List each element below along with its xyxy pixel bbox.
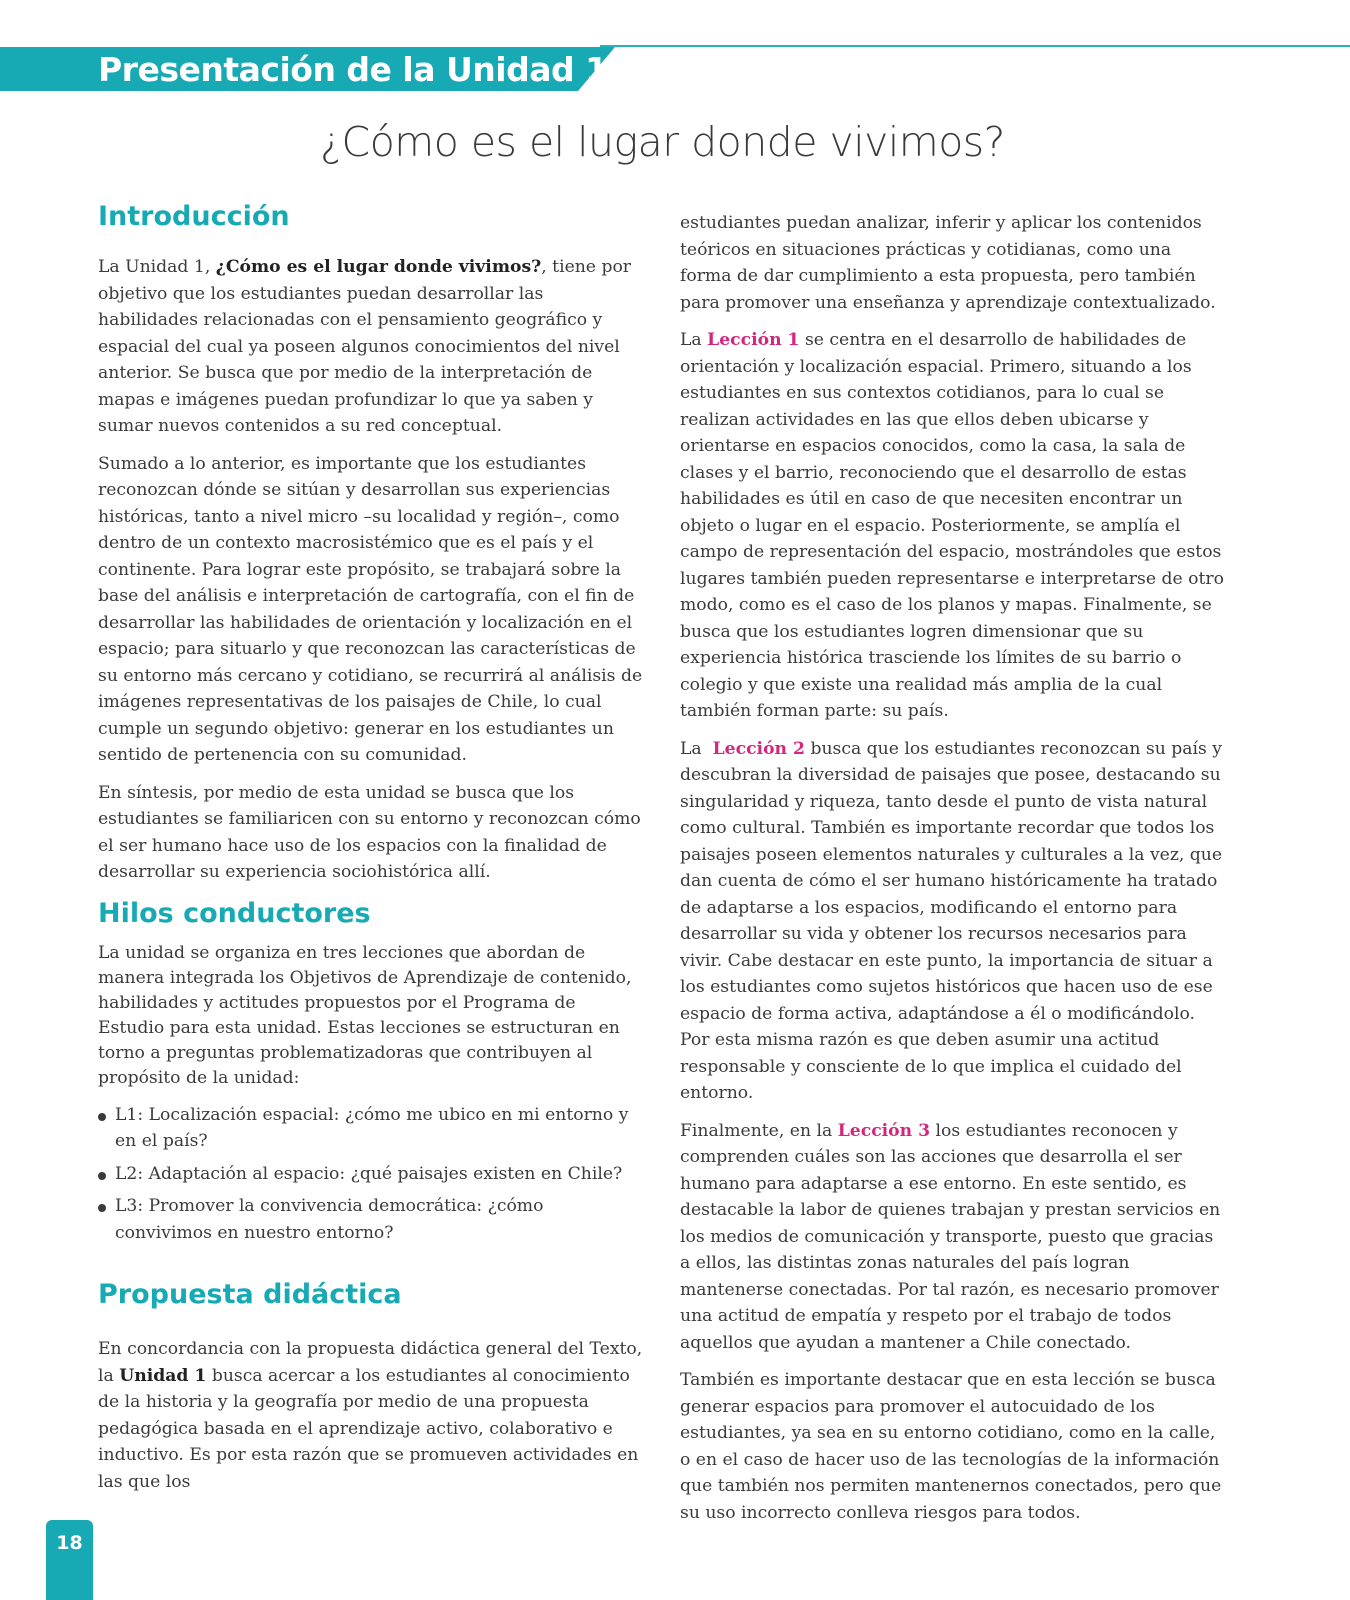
right-paragraph-5: También es importante destacar que en esta lección se busca generar espacios para promover el autocuidado de los estudiantes, ya sea en su entorno cotidiano, como en la calle, o en el caso de hacer uso de las tecnologías de la información que también nos permiten mantenernos conectados, pero que su uso incorrecto conlleva riesgos para todos. [680, 1370, 1222, 1523]
list-item-text: L2: Adaptación al espacio: ¿qué paisajes existen en Chile? [115, 1163, 623, 1184]
text-run: La Unidad 1, [98, 257, 216, 277]
propuesta-heading: Propuesta didáctica [98, 1279, 402, 1310]
text-run: los estudiantes reconocen y comprenden cuáles son las acciones que desarrolla el ser humano para adaptarse a ese entorno. En este sentido, es destacable la labor de quienes trabajan y prestan servicios en los medios de comunicación y transporte, puesto que gracias a ellos, las distintas zonas naturales del país logran mantenerse conectadas. Por tal razón, es necesario promover una actitud de empatía y respeto por el trabajo de todos aquellos que ayudan a mantener a Chile conectado. [680, 1120, 1221, 1353]
list-item [98, 1161, 645, 1188]
list-item [98, 1193, 645, 1246]
text-run: se centra en el desarrollo de habilidades de orientación y localización espacial. Primero, situando a los estudiantes en sus contextos cotidianos, para lo cual se realizan actividades en las que ellos deben ubicarse y orientarse en espacios conocidos, como la casa, la sala de clases y el barrio, reconociendo que el desarrollo de estas habilidades es útil en caso de que necesiten encontrar un objeto o lugar en el espacio. Posteriormente, se amplía el campo de representación del espacio, mostrándoles que estos lugares también pueden representarse e interpretarse de otro modo, como es el caso de los planos y mapas. Finalmente, se busca que los estudiantes logren dimensionar que su experiencia histórica trasciende los límites de su barrio o colegio y que existe una realidad más amplia de la cual también forman parte: su país. [680, 330, 1224, 721]
right-paragraph-1: estudiantes puedan analizar, inferir y aplicar los contenidos teóricos en situaciones prácticas y cotidianas, como una forma de dar cumplimiento a esta propuesta, pero también para promover una enseñanza y aprendizaje contextualizado. [680, 213, 1216, 313]
header-rule [600, 45, 1350, 47]
left-column [98, 200, 645, 1506]
unit-title: Presentación de la Unidad 1 [98, 50, 608, 89]
lesson-2-label: Lección 2 [712, 738, 805, 759]
lesson-2-paragraph [680, 736, 1225, 1107]
bullet-icon [98, 1113, 106, 1121]
text-run: busca que los estudiantes reconozcan su país y descubran la diversidad de paisajes que posee, destacando su singularidad y riqueza, tanto desde el punto de vista natural como cultural. También es importante recordar que todos los paisajes poseen elementos naturales y culturales a la vez, que dan cuenta de cómo el ser humano históricamente ha tratado de adaptarse a los espacios, modificando el entorno para desarrollar su vida y obtener los recursos necesarios para vivir. Cabe destacar en este punto, la importancia de situar a los estudiantes como sujetos históricos que hacen uso de ese espacio de forma activa, adaptándose a él o modificándolo. Por esta misma razón es que deben asumir una actitud responsable y consciente de lo que implica el cuidado del entorno. [680, 738, 1223, 1103]
hilos-paragraph: La unidad se organiza en tres lecciones que abordan de manera integrada los Objetivos de Aprendizaje de contenido, habilidades y actitudes propuestos por el Programa de Estudio para esta unidad. Estas lecciones se estructuran en torno a preguntas problematizadoras que contribuyen al propósito de la unidad: [98, 942, 632, 1088]
page-title: ¿Cómo es el lugar donde vivimos? [320, 118, 1005, 166]
lesson-1-label: Lección 1 [707, 330, 800, 350]
lesson-3-paragraph [680, 1118, 1225, 1357]
lesson-3-label: Lección 3 [837, 1120, 931, 1141]
text-run: Finalmente, en la [680, 1120, 838, 1141]
hilos-heading: Hilos conductores [98, 897, 371, 929]
intro-paragraph-1 [98, 254, 645, 440]
propuesta-paragraph [98, 1336, 645, 1495]
text-run: En concordancia con la propuesta didáctica general del Texto, la [98, 1339, 643, 1386]
list-item-text: L1: Localización espacial: ¿cómo me ubico en mi entorno y en el país? [115, 1104, 629, 1151]
list-item [98, 1102, 645, 1155]
lesson-question-list [98, 1102, 645, 1247]
right-column [680, 210, 1225, 1537]
intro-heading: Introducción [98, 201, 290, 232]
intro-paragraph-2: Sumado a lo anterior, es importante que los estudiantes reconozcan dónde se sitúan y desarrollan sus experiencias históricas, tanto a nivel micro –su localidad y región–, como dentro de un contexto macrosistémico que es el país y el continente. Para lograr este propósito, se trabajará sobre la base del análisis e interpretación de cartografía, con el fin de desarrollar las habilidades de orientación y localización en el espacio; para situarlo y que reconozcan las características de su entorno más cercano y cotidiano, se recurrirá al análisis de imágenes representativas de los paisajes de Chile, lo cual cumple un segundo objetivo: generar en los estudiantes un sentido de pertenencia con su comunidad. [98, 453, 643, 765]
bullet-icon [98, 1172, 106, 1180]
bold-unit-label: Unidad 1 [119, 1365, 207, 1386]
text-run: La [680, 330, 708, 350]
list-item-text: L3: Promover la convivencia democrática: ¿cómo convivimos en nuestro entorno? [115, 1196, 544, 1243]
bold-unit-question: ¿Cómo es el lugar donde vivimos? [215, 257, 542, 277]
bullet-icon [98, 1204, 106, 1212]
text-run: busca acercar a los estudiantes al conocimiento de la historia y la geografía por medio de una propuesta pedagógica basada en el aprendizaje activo, colaborativo e inductivo. Es por esta razón que se promueven actividades en las que los [98, 1365, 639, 1492]
text-run: La [680, 738, 713, 759]
text-run: , tiene por objetivo que los estudiantes puedan desarrollar las habilidades relacionadas con el pensamiento geográfico y espacial del cual ya poseen algunos conocimientos del nivel anterior. Se busca que por medio de la interpretación de mapas e imágenes puedan profundizar lo que ya saben y sumar nuevos contenidos a su red conceptual. [98, 257, 632, 436]
lesson-1-paragraph [680, 327, 1225, 725]
intro-paragraph-3: En síntesis, por medio de esta unidad se busca que los estudiantes se familiaricen con su entorno y reconozcan cómo el ser humano hace uso de los espacios con la finalidad de desarrollar su experiencia sociohistórica allí. [98, 782, 641, 882]
page-number: 18 [56, 1532, 83, 1554]
